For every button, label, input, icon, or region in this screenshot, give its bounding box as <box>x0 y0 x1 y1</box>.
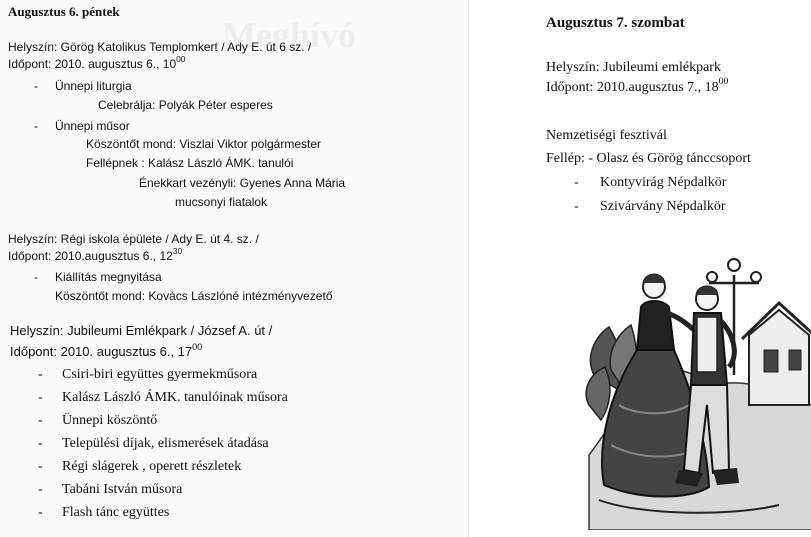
block3-item: Kalász László ÁMK. tanulóinak műsora <box>62 390 288 405</box>
dash: - <box>38 459 43 474</box>
dash: - <box>34 270 38 284</box>
dash: - <box>38 505 43 520</box>
dash: - <box>574 175 579 190</box>
block3-helyszin: Helyszín: Jubileumi Emlékpark / József A. út / <box>10 323 273 338</box>
dash: - <box>38 436 43 451</box>
folk-dancers-illustration <box>579 255 811 530</box>
day2-title: Augusztus 7. szombat <box>546 15 685 31</box>
block1-item1-sub: Celebrálja: Polyák Péter esperes <box>98 98 273 112</box>
dash: - <box>38 390 43 405</box>
block2-item1-sub: Köszöntőt mond: Kovács Lászlóné intézményvezető <box>55 289 333 303</box>
day2-helyszin: Helyszín: Jubileumi emlékpark <box>546 60 721 75</box>
block3-item: Csiri-biri együttes gyermekműsora <box>62 367 258 382</box>
block1-idopont: Időpont: 2010. augusztus 6., $10^{00}$ <box>8 54 186 71</box>
block2-item1: Kiállítás megnyitása <box>55 270 162 284</box>
block3-item: Ünnepi köszöntő <box>62 413 158 428</box>
block2-idopont: Időpont: 2010.augusztus 6., $12^{30}$ <box>8 246 183 263</box>
day1-title: Augusztus 6. péntek <box>8 4 120 19</box>
day2-fellep: Fellép: - Olasz és Görög tánccsoport <box>546 151 751 166</box>
day2-festival: Nemzetiségi fesztivál <box>546 128 667 143</box>
day2-item: Kontyvirág Népdalkör <box>600 175 727 190</box>
block1-item2-sub3: Énekkart vezényli: Gyenes Anna Mária <box>139 176 346 190</box>
block2-helyszin: Helyszín: Régi iskola épülete / Ady E. út 4. sz. / <box>8 232 259 246</box>
dash: - <box>38 367 43 382</box>
dash: - <box>34 79 38 93</box>
dash: - <box>38 413 43 428</box>
dash: - <box>574 199 579 214</box>
block1-item1: Ünnepi liturgia <box>55 79 132 93</box>
block1-item2: Ünnepi műsor <box>55 119 130 133</box>
block1-item2-sub4: mucsonyi fiatalok <box>175 195 268 209</box>
block3-item: Települési díjak, elismerések átadása <box>62 436 269 451</box>
block3-idopont: Időpont: 2010. augusztus 6., $17^{00}$ <box>10 341 203 359</box>
block1-item2-sub2: Fellépnek : Kalász László ÁMK. tanulói <box>86 156 294 170</box>
right-page <box>468 0 811 537</box>
dash: - <box>34 119 38 133</box>
watermark: Meghívó <box>222 15 356 55</box>
dash: - <box>38 482 43 497</box>
block3-item: Flash tánc együttes <box>62 505 170 520</box>
day2-idopont: Időpont: 2010.augusztus 7., $18^{00}$ <box>546 76 729 95</box>
block1-helyszin: Helyszín: Görög Katolikus Templomkert / Ady E. út 6 sz. / <box>8 40 312 54</box>
block1-item2-sub1: Köszöntőt mond: Viszlai Viktor polgármester <box>86 137 322 151</box>
block3-item: Régi slágerek , operett részletek <box>62 459 242 474</box>
block3-item: Tabáni István műsora <box>62 482 183 497</box>
day2-item: Szivárvány Népdalkör <box>600 199 726 214</box>
